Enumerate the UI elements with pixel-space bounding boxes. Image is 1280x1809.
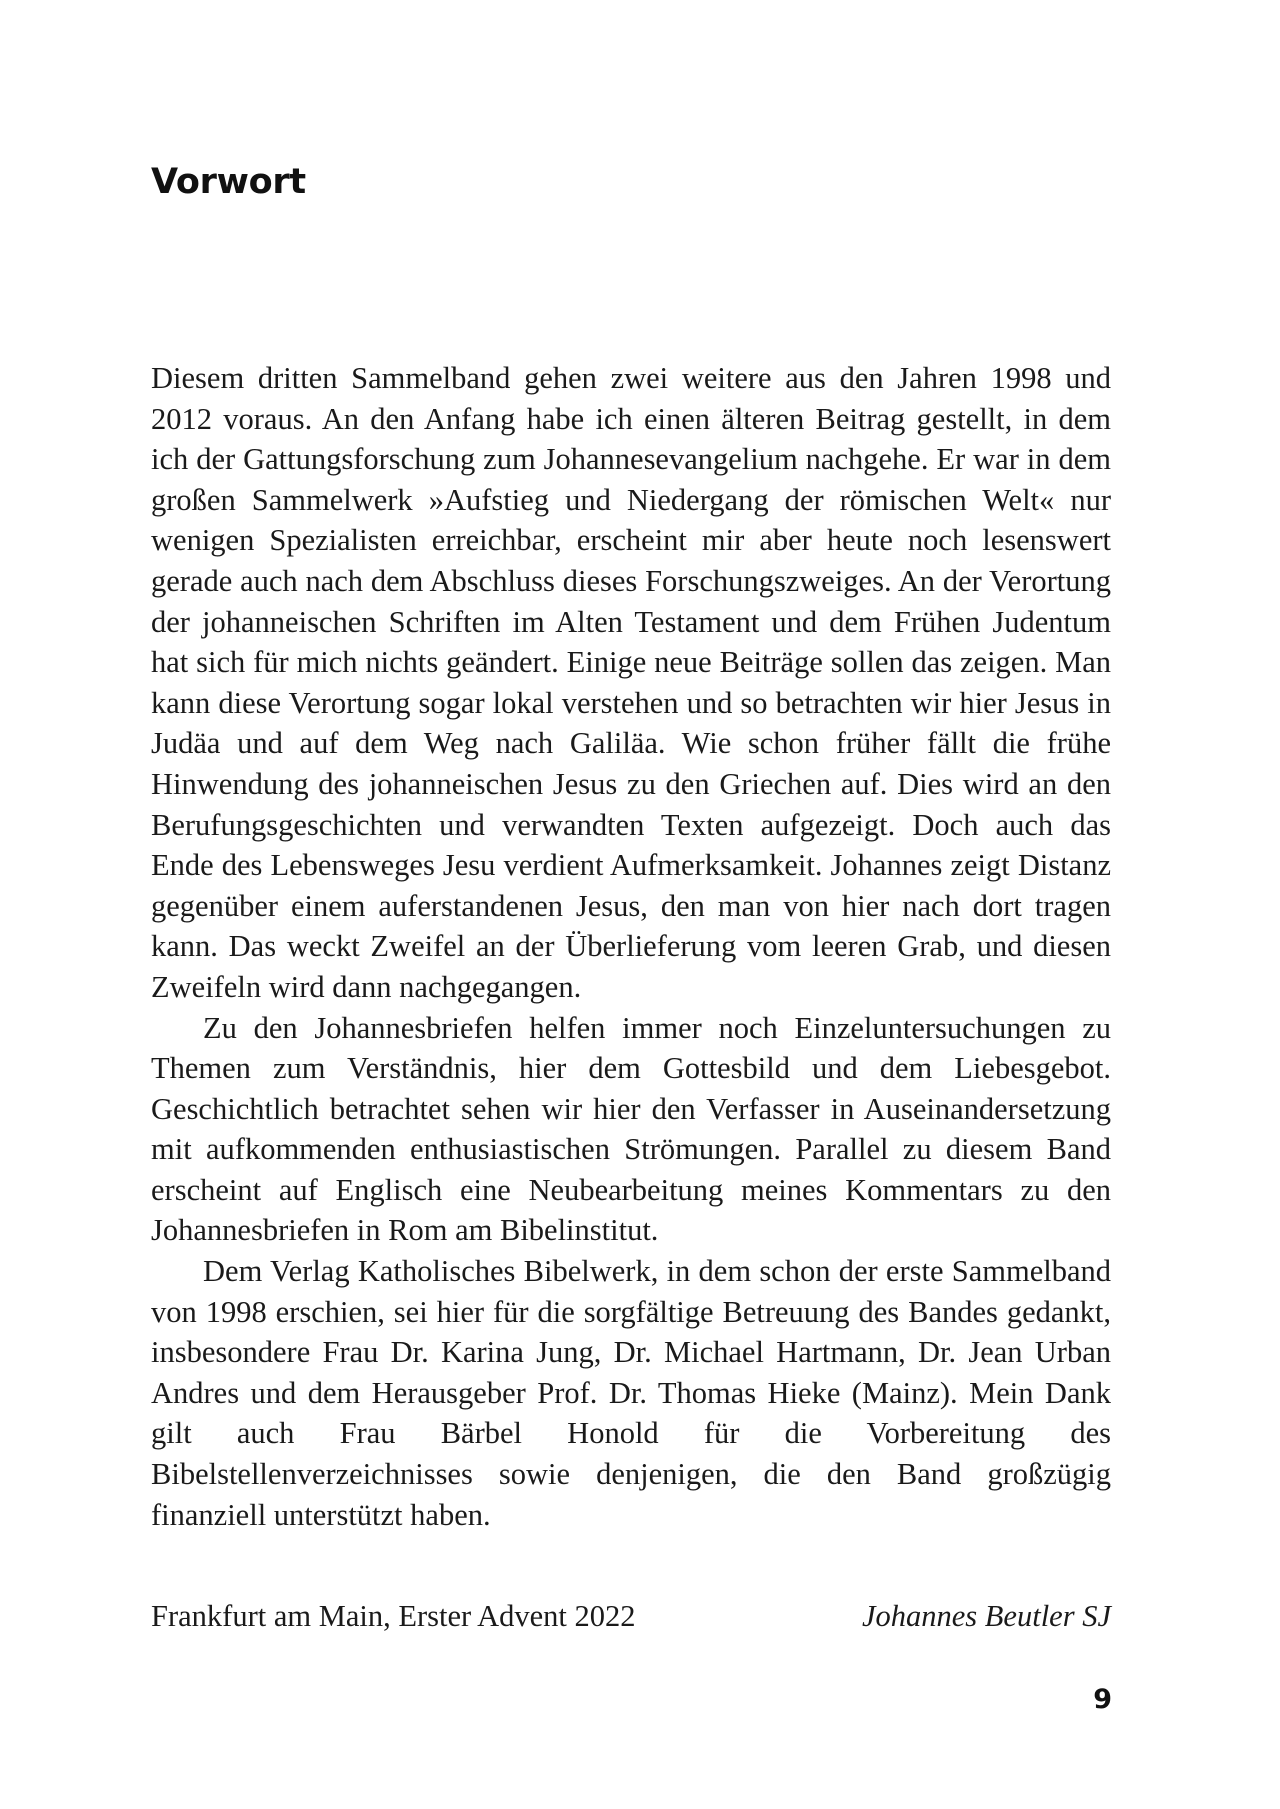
closing-line: [151, 1596, 1111, 1636]
paragraph-1: Diesem dritten Sammelband gehen zwei weitere aus den Jahren 1998 und 2012 voraus. An den Anfang habe ich einen älteren Beitrag gestellt, in dem ich der Gattungsforschung zum Johannesevangelium nachgehe. Er war in dem großen Sammelwerk »Aufstieg und Niedergang der römischen Welt« nur wenigen Spezialisten erreichbar, erscheint mir aber heute noch lesenswert gerade auch nach dem Abschluss dieses Forschungszweiges. An der Verortung der johanneischen Schriften im Alten Testament und dem Frühen Judentum hat sich für mich nichts geändert. Einige neue Beiträge sollen das zeigen. Man kann diese Verortung sogar lokal verstehen und so betrachten wir hier Jesus in Judäa und auf dem Weg nach Galiläa. Wie schon früher fällt die frühe Hinwendung des johanneischen Jesus zu den Griechen auf. Dies wird an den Berufungsgeschichten und verwandten Texten aufgezeigt. Doch auch das Ende des Lebensweges Jesu verdient Aufmerksamkeit. Johannes zeigt Distanz gegenüber einem auferstandenen Jesus, den man von hier nach dort tragen kann. Das weckt Zweifel an der Überlieferung vom leeren Grab, und diesen Zweifeln wird dann nachgegangen.: [151, 361, 1111, 1004]
place-date: Frankfurt am Main, Erster Advent 2022: [151, 1599, 636, 1633]
paragraph-2: Zu den Johannesbriefen helfen immer noch Einzeluntersuchungen zu Themen zum Verständnis, hier dem Gottesbild und dem Liebesgebot. Geschichtlich betrachtet sehen wir hier den Verfasser in Auseinandersetzung mit aufkommenden enthusiastischen Strömungen. Parallel zu diesem Band erscheint auf Englisch eine Neubearbeitung meines Kommentars zu den Johannesbriefen in Rom am Bibelinstitut.: [151, 1010, 1111, 1248]
author-signature: Johannes Beutler SJ: [861, 1599, 1111, 1633]
paragraph-3: Dem Verlag Katholisches Bibelwerk, in dem schon der erste Sammelband von 1998 erschien, sei hier für die sorgfältige Betreuung des Bandes gedankt, insbesondere Frau Dr. Karina Jung, Dr. Michael Hartmann, Dr. Jean Urban Andres und dem Herausgeber Prof. Dr. Thomas Hieke (Mainz). Mein Dank gilt auch Frau Bärbel Honold für die Vorbereitung des Bibelstellenverzeichnisses sowie denjenigen, die den Band großzügig finanziell unterstützt haben.: [151, 1254, 1111, 1532]
page-number: 9: [1093, 1684, 1112, 1715]
page-title: Vorwort: [151, 162, 306, 202]
foreword-body: [151, 358, 1111, 1535]
